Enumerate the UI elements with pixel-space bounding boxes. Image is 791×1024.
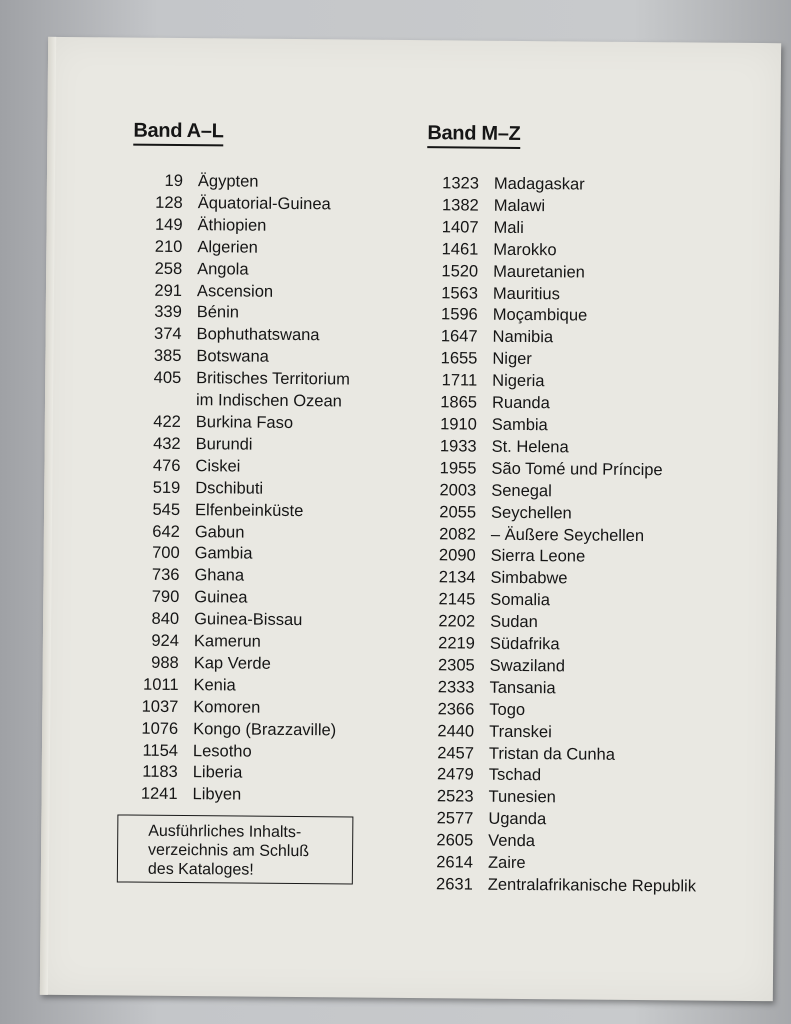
page-number: 1183 bbox=[142, 763, 178, 782]
list-item bbox=[421, 786, 721, 811]
list-item bbox=[130, 521, 370, 545]
page-number: 2479 bbox=[436, 765, 474, 785]
country-name: St. Helena bbox=[491, 437, 569, 457]
country-name: Ciskei bbox=[195, 456, 241, 476]
country-name: Südafrika bbox=[489, 634, 560, 654]
list-item bbox=[423, 611, 723, 636]
page-number: 2605 bbox=[436, 831, 474, 850]
page-number: 1596 bbox=[440, 305, 478, 325]
country-name: Bénin bbox=[196, 303, 240, 322]
page-number: 422 bbox=[153, 412, 181, 431]
country-name: Komoren bbox=[193, 697, 261, 717]
list-item bbox=[130, 477, 370, 501]
country-name: Sambia bbox=[491, 415, 548, 435]
country-name: Moçambique bbox=[492, 306, 588, 325]
country-name: São Tomé und Príncipe bbox=[491, 459, 663, 479]
list-item bbox=[422, 765, 722, 790]
page-number: 700 bbox=[152, 544, 180, 563]
list-item bbox=[128, 674, 368, 698]
country-name: Guinea-Bissau bbox=[194, 610, 303, 630]
page-number: 2134 bbox=[438, 568, 476, 587]
country-name: Uganda bbox=[488, 809, 547, 829]
list-item bbox=[423, 633, 723, 658]
country-name: Kap Verde bbox=[193, 654, 271, 673]
country-name: Äthiopien bbox=[197, 215, 267, 235]
page-number: 1076 bbox=[141, 719, 179, 738]
country-name: Venda bbox=[488, 831, 536, 851]
country-name: Tunesien bbox=[488, 788, 556, 807]
page-number: 2631 bbox=[436, 875, 473, 894]
list-item bbox=[424, 546, 724, 571]
list-item bbox=[425, 348, 725, 373]
page-number: 545 bbox=[152, 500, 181, 519]
list-item bbox=[130, 499, 370, 523]
country-name: Angola bbox=[197, 259, 249, 279]
list-item bbox=[128, 696, 368, 720]
list-item bbox=[128, 718, 368, 742]
page-number: 1382 bbox=[441, 196, 479, 215]
list-item bbox=[132, 214, 372, 238]
list-item bbox=[425, 436, 725, 461]
country-name: Zaire bbox=[487, 853, 526, 873]
country-list-a-l bbox=[127, 171, 373, 808]
page-number: 385 bbox=[153, 347, 182, 366]
list-item bbox=[421, 808, 721, 833]
list-item bbox=[425, 326, 725, 351]
list-item bbox=[129, 631, 369, 655]
country-name: Liberia bbox=[192, 763, 243, 783]
country-name: Botswana bbox=[196, 347, 269, 367]
country-name: Burundi bbox=[195, 434, 253, 454]
catalog-back-cover bbox=[40, 37, 781, 1001]
country-name: Elfenbeinküste bbox=[194, 500, 304, 520]
list-item bbox=[425, 414, 725, 439]
country-name: Zentralafrikanische Republik bbox=[487, 875, 697, 896]
page-number: 924 bbox=[151, 631, 180, 651]
country-name: Bophuthatswana bbox=[196, 325, 320, 345]
country-name: Guinea bbox=[194, 588, 248, 607]
country-name: Somalia bbox=[490, 590, 550, 610]
country-name: Tristan da Cunha bbox=[488, 744, 616, 764]
country-name: Seychellen bbox=[490, 503, 572, 523]
country-name: Mali bbox=[493, 218, 524, 237]
list-item bbox=[424, 458, 724, 483]
page-number: 2305 bbox=[437, 656, 475, 675]
page-number: 2003 bbox=[439, 480, 477, 500]
country-name: Ägypten bbox=[197, 172, 259, 191]
country-name: Malawi bbox=[493, 196, 546, 216]
country-name: Sierra Leone bbox=[490, 547, 586, 566]
list-item bbox=[133, 192, 373, 216]
list-item bbox=[426, 261, 726, 286]
list-item bbox=[127, 784, 367, 808]
list-item bbox=[426, 283, 726, 308]
page-number: 1241 bbox=[140, 785, 178, 804]
page-number: 19 bbox=[164, 171, 184, 191]
page-number: 374 bbox=[153, 325, 182, 344]
list-item bbox=[131, 412, 371, 436]
column-band-a-l bbox=[127, 120, 373, 808]
country-name: Tschad bbox=[488, 766, 542, 785]
list-item bbox=[133, 171, 373, 195]
list-item bbox=[426, 305, 726, 330]
column-band-m-z bbox=[421, 122, 728, 898]
page-number: 1910 bbox=[440, 415, 477, 434]
page-number: 339 bbox=[154, 303, 182, 322]
country-name: Äquatorial-Guinea bbox=[197, 194, 331, 214]
page-number: 149 bbox=[154, 215, 183, 234]
list-item bbox=[132, 302, 372, 326]
notice-line: des Kataloges! bbox=[147, 860, 254, 879]
country-name: Burkina Faso bbox=[195, 413, 294, 432]
list-item bbox=[425, 370, 725, 395]
page-number: 432 bbox=[153, 434, 181, 453]
page-number: 2523 bbox=[436, 787, 474, 806]
page-number: 2145 bbox=[438, 590, 476, 609]
country-name: Gambia bbox=[194, 544, 253, 564]
country-name: Ghana bbox=[194, 566, 245, 585]
page-number: 2202 bbox=[438, 612, 476, 631]
list-item bbox=[130, 543, 370, 567]
country-name: Senegal bbox=[491, 481, 552, 500]
page-number: 258 bbox=[154, 259, 183, 278]
notice-line: verzeichnis am Schluß bbox=[148, 841, 310, 861]
country-name: Britisches Territorium im Indischen Ozean bbox=[195, 369, 351, 411]
page-number: 1563 bbox=[441, 283, 479, 303]
country-list-m-z bbox=[421, 173, 727, 898]
page-number: 1520 bbox=[441, 261, 479, 281]
list-item bbox=[422, 721, 722, 746]
list-item bbox=[421, 874, 721, 899]
country-name: Nigeria bbox=[492, 371, 545, 391]
list-item bbox=[132, 236, 372, 260]
country-name: Gabun bbox=[194, 522, 245, 542]
country-name: Mauretanien bbox=[493, 262, 585, 282]
list-item bbox=[128, 740, 368, 764]
page-number: 736 bbox=[151, 566, 180, 585]
page-number: 1655 bbox=[440, 349, 478, 368]
list-item bbox=[129, 609, 369, 633]
page-number: 2333 bbox=[437, 678, 475, 697]
page-number: 1323 bbox=[442, 174, 480, 193]
country-name: – Äußere Seychellen bbox=[490, 525, 645, 545]
page-number: 1711 bbox=[441, 371, 478, 390]
country-name: Lesotho bbox=[192, 741, 252, 761]
list-item bbox=[423, 567, 723, 592]
list-item bbox=[132, 258, 372, 282]
country-name: Mauritius bbox=[492, 284, 560, 303]
list-item bbox=[422, 677, 722, 702]
index-notice-box bbox=[117, 814, 354, 884]
page-number: 1154 bbox=[142, 741, 179, 760]
list-item bbox=[131, 368, 371, 414]
page-number: 519 bbox=[152, 478, 181, 497]
page-number: 2457 bbox=[437, 743, 475, 763]
page-number: 2219 bbox=[438, 634, 475, 653]
notice-line: Ausführliches Inhalts- bbox=[148, 822, 302, 842]
country-name: Algerien bbox=[197, 237, 258, 257]
list-item bbox=[129, 565, 369, 589]
list-item bbox=[426, 239, 726, 264]
list-item bbox=[424, 480, 724, 505]
page-number: 1037 bbox=[141, 697, 179, 716]
page-number: 2614 bbox=[436, 853, 474, 872]
country-name: Libyen bbox=[192, 785, 242, 804]
page-number: 1407 bbox=[441, 218, 479, 237]
list-item bbox=[427, 195, 727, 220]
country-name: Madagaskar bbox=[493, 174, 585, 194]
list-item bbox=[131, 346, 371, 370]
list-item bbox=[128, 762, 368, 786]
list-item bbox=[423, 655, 723, 680]
page-number: 642 bbox=[152, 522, 180, 541]
list-item bbox=[131, 433, 371, 457]
page-number: 840 bbox=[151, 609, 180, 629]
list-item bbox=[427, 173, 727, 198]
page-number: 1955 bbox=[439, 459, 477, 478]
list-item bbox=[424, 502, 724, 527]
country-name: Kongo (Brazzaville) bbox=[193, 719, 337, 740]
list-item bbox=[426, 217, 726, 242]
country-name: Tansania bbox=[489, 678, 556, 698]
list-item bbox=[422, 699, 722, 724]
page-number: 1865 bbox=[440, 393, 478, 412]
page-number: 988 bbox=[151, 653, 179, 672]
page-number: 2577 bbox=[436, 809, 474, 828]
page-number: 1647 bbox=[440, 327, 478, 346]
page-number: 2055 bbox=[439, 502, 477, 522]
country-name: Swaziland bbox=[489, 656, 566, 676]
list-item bbox=[425, 392, 725, 417]
list-item bbox=[132, 324, 372, 348]
country-name: Dschibuti bbox=[195, 478, 264, 498]
list-item bbox=[129, 587, 369, 611]
page-number: 2366 bbox=[437, 699, 475, 719]
page-number: 1011 bbox=[142, 675, 179, 694]
list-item bbox=[130, 455, 370, 479]
country-name: Kamerun bbox=[193, 632, 261, 651]
country-name: Niger bbox=[492, 349, 532, 369]
country-name: Sudan bbox=[490, 612, 538, 632]
page-number: 1933 bbox=[439, 437, 477, 456]
list-item bbox=[421, 852, 721, 877]
list-item bbox=[132, 280, 372, 304]
country-name: Ascension bbox=[196, 281, 274, 301]
column-heading-a-l: Band A–L bbox=[133, 120, 223, 147]
list-item bbox=[129, 652, 369, 676]
page-number: 2082 bbox=[439, 524, 476, 544]
page-number: 128 bbox=[155, 193, 183, 212]
country-name: Marokko bbox=[493, 240, 557, 259]
list-item bbox=[424, 524, 724, 549]
page-number: 2090 bbox=[438, 546, 476, 565]
country-name: Transkei bbox=[489, 722, 552, 741]
list-item bbox=[422, 743, 722, 768]
page-number: 210 bbox=[154, 237, 183, 256]
column-heading-m-z: Band M–Z bbox=[427, 122, 520, 149]
list-item bbox=[423, 589, 723, 614]
page-number: 476 bbox=[152, 456, 181, 475]
country-name: Kenia bbox=[193, 675, 236, 695]
country-name: Simbabwe bbox=[490, 569, 568, 588]
country-name: Togo bbox=[489, 700, 526, 719]
page-number: 291 bbox=[154, 281, 183, 300]
page-number: 790 bbox=[151, 587, 180, 607]
list-item bbox=[421, 830, 721, 855]
page-number: 2440 bbox=[437, 721, 475, 741]
page-number: 405 bbox=[153, 368, 182, 388]
page-number: 1461 bbox=[441, 239, 479, 259]
country-name: Namibia bbox=[492, 328, 554, 347]
country-name: Ruanda bbox=[491, 393, 550, 413]
